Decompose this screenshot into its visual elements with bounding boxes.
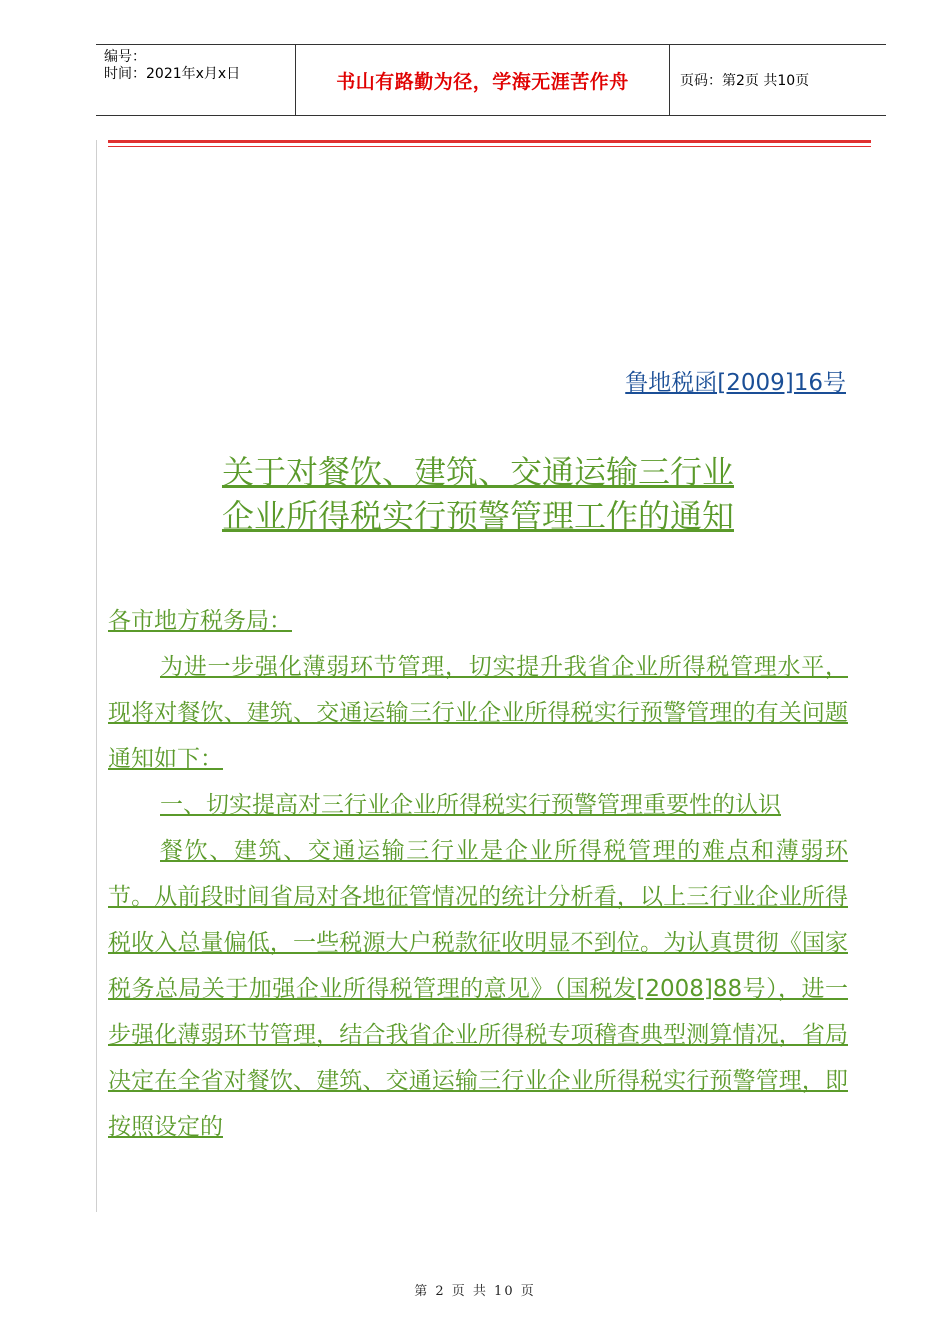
header-table bbox=[96, 44, 886, 116]
motto: 书山有路勤为径，学海无涯苦作舟 bbox=[336, 70, 629, 93]
title-line-2: 企业所得税实行预警管理工作的通知 bbox=[221, 497, 734, 535]
header-page-info: 页码：第2页 共10页 bbox=[680, 73, 810, 89]
time-label: 时间：2021年x月x日 bbox=[104, 66, 241, 82]
salutation: 各市地方税务局： bbox=[108, 608, 292, 634]
document-number[interactable]: 鲁地税函[2009]16号 bbox=[625, 370, 846, 396]
paragraph-intro: 为进一步强化薄弱环节管理，切实提升我省企业所得税管理水平，现将对餐饮、建筑、交通运输三行业企业所得税实行预警管理的有关问题通知如下： bbox=[108, 654, 848, 772]
red-rule-thick bbox=[108, 140, 871, 143]
red-rule-thin bbox=[108, 146, 871, 147]
document-body bbox=[108, 598, 848, 1150]
document-title bbox=[108, 450, 848, 538]
paragraph-background: 餐饮、建筑、交通运输三行业是企业所得税管理的难点和薄弱环节。从前段时间省局对各地征管情况的统计分析看，以上三行业企业所得税收入总量偏低，一些税源大户税款征收明显不到位。为认真贯彻《国家税务总局关于加强企业所得税管理的意见》（国税发[2008]88号），进一步强化薄弱环节管理，结合我省企业所得税专项稽查典型测算情况，省局决定在全省对餐饮、建筑、交通运输三行业企业所得税实行预警管理，即按照设定的 bbox=[108, 838, 848, 1140]
margin-line bbox=[96, 140, 97, 1212]
header-motto-cell bbox=[296, 45, 670, 115]
page-footer: 第 2 页 共 10 页 bbox=[414, 1284, 536, 1299]
section-heading-1: 一、切实提高对三行业企业所得税实行预警管理重要性的认识 bbox=[160, 792, 781, 818]
title-line-1: 关于对餐饮、建筑、交通运输三行业 bbox=[221, 453, 734, 491]
header-meta bbox=[96, 45, 296, 115]
serial-label: 编号： bbox=[104, 49, 146, 65]
